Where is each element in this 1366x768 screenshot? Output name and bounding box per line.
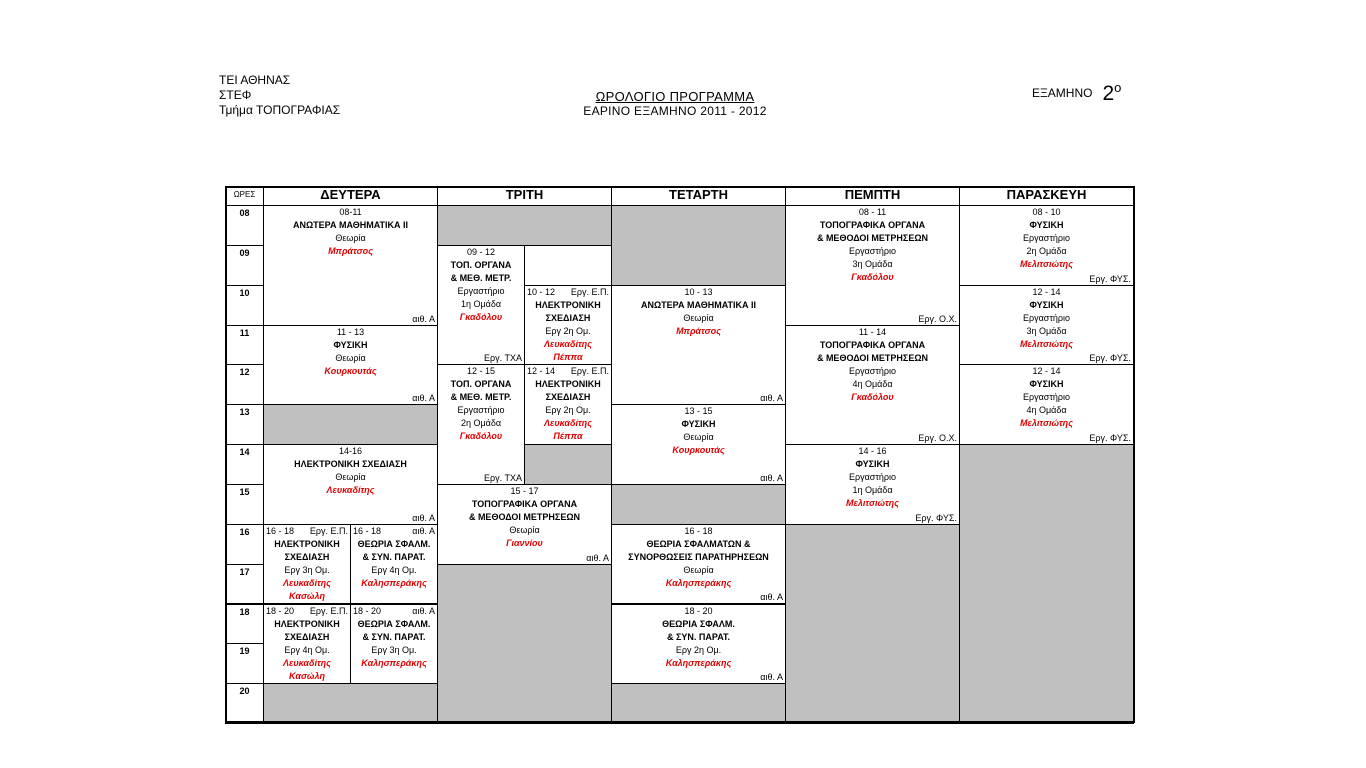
course-title: ΗΛΕΚΤΡΟΝΙΚΗ — [274, 618, 340, 629]
block-time: 18 - 20 — [266, 605, 295, 616]
room-label: Εργ. Ο.Χ. — [918, 313, 957, 324]
session-type: Εργ 3η Ομ. — [371, 644, 417, 655]
session-type: Θεωρία — [683, 312, 714, 323]
instructor-name: Καλησπεράκης — [665, 657, 732, 668]
hour-label: 16 — [225, 524, 264, 565]
instructor-name: Κασώλη — [289, 590, 325, 601]
session-type: Εργ 4η Ομ. — [371, 564, 417, 575]
block-time: 14 - 16 — [858, 446, 887, 457]
block-time: 14-16 — [338, 446, 363, 457]
class-block — [959, 364, 1134, 445]
instructor-name: Γκαδόλου — [459, 431, 503, 442]
instructor-name: Λευκαδίτης — [544, 338, 592, 349]
session-type: Εργαστήριο — [848, 365, 897, 376]
instructor-name: Καλησπεράκης — [361, 577, 427, 588]
course-title: & ΜΕΘ. ΜΕΤΡ. — [450, 392, 512, 403]
instructor-name: Λευκαδίτης — [544, 418, 592, 429]
class-block — [611, 404, 786, 485]
instructor-name: Καλησπεράκης — [665, 577, 732, 588]
block-time: 10 - 12 — [527, 286, 556, 297]
class-block — [524, 285, 612, 366]
empty-slot — [959, 444, 1134, 724]
block-time: 16 - 18 — [353, 525, 382, 536]
block-time: 12 - 15 — [466, 366, 496, 377]
instructor-name: Κουρκουτάς — [324, 365, 377, 376]
course-title: ΤΟΠΟΓΡΑΦΙΚΑ ΟΡΓΑΝΑ — [819, 220, 926, 230]
room-label: αιθ. Α — [586, 552, 609, 563]
empty-slot — [437, 564, 612, 724]
empty-slot — [524, 444, 612, 485]
semester-indicator — [1032, 80, 1122, 105]
block-time: 08-11 — [339, 207, 362, 217]
day-header: ΤΕΤΑΡΤΗ — [611, 186, 786, 206]
course-title: & ΣΥΝ. ΠΑΡΑΤ. — [667, 631, 730, 642]
course-title: ΘΕΩΡΙΑ ΣΦΑΛΜ. — [357, 618, 431, 629]
session-type: Θεωρία — [335, 233, 366, 243]
day-header: ΠΕΜΠΤΗ — [785, 186, 960, 206]
course-title: ΘΕΩΡΙΑ ΣΦΑΛΜ. — [357, 538, 431, 549]
course-title: ΗΛΕΚΤΡΟΝΙΚΗ — [274, 538, 340, 549]
course-title: ΤΟΠΟΓΡΑΦΙΚΑ ΟΡΓΑΝΑ — [819, 339, 926, 350]
course-title: & ΜΕΘΟΔΟΙ ΜΕΤΡΗΣΕΩΝ — [468, 511, 581, 522]
class-block — [959, 205, 1134, 286]
hour-label: 14 — [225, 444, 264, 485]
class-block — [611, 524, 786, 605]
course-title: ΦΥΣΙΚΗ — [1029, 220, 1064, 230]
class-block — [263, 524, 351, 605]
hour-label: 13 — [225, 404, 264, 445]
empty-slot — [611, 205, 786, 286]
block-room: αιθ. Α — [412, 605, 435, 616]
day-header: ΠΑΡΑΣΚΕΥΗ — [959, 186, 1134, 206]
timetable — [225, 186, 1135, 723]
session-type: Θεωρία — [335, 352, 366, 363]
session-type: Εργαστήριο — [848, 472, 897, 483]
block-time: 08 - 10 — [1032, 207, 1061, 217]
course-title: ΑΝΩΤΕΡΑ ΜΑΘΗΜΑΤΙΚΑ ΙΙ — [640, 299, 757, 310]
session-type: 3η Ομάδα — [1026, 325, 1067, 336]
block-header — [351, 605, 437, 618]
semester-number-value: 2 — [1102, 82, 1115, 105]
course-title: ΣΧΕΔΙΑΣΗ — [284, 631, 330, 642]
course-title: ΦΥΣΙΚΗ — [681, 419, 716, 430]
course-title: ΤΟΠ. ΟΡΓΑΝΑ — [450, 379, 512, 390]
hour-label: 20 — [225, 683, 264, 724]
block-room: Εργ. Ε.Π. — [570, 366, 609, 377]
course-title: ΣΧΕΔΙΑΣΗ — [545, 312, 591, 323]
block-header — [264, 525, 350, 538]
block-header — [351, 525, 437, 538]
hour-label: 17 — [225, 564, 264, 605]
block-time: 08 - 11 — [858, 207, 887, 217]
session-type: Θεωρία — [335, 472, 366, 483]
session-type: Εργ 2η Ομ. — [545, 325, 591, 336]
empty-slot — [611, 683, 786, 724]
course-title: ΦΥΣΙΚΗ — [1029, 379, 1064, 390]
class-block — [437, 245, 525, 366]
block-time: 15 - 17 — [510, 485, 539, 496]
session-type: 4η Ομάδα — [852, 378, 893, 389]
session-type: Εργαστήριο — [848, 246, 897, 256]
class-block — [263, 444, 438, 525]
hour-label: 08 — [225, 205, 264, 246]
instructor-name: Γκαδόλου — [851, 272, 894, 282]
block-room: Εργ. Ε.Π. — [309, 525, 348, 536]
class-block — [611, 604, 786, 685]
room-label: Εργ. ΤΧΑ — [484, 353, 522, 364]
block-header — [525, 365, 611, 378]
course-title: ΗΛΕΚΤΡΟΝΙΚΗ — [535, 379, 601, 390]
session-type: Εργ 4η Ομ. — [284, 644, 330, 655]
instructor-name: Μελιτσιώτης — [1020, 259, 1073, 269]
session-type: 2η Ομάδα — [460, 418, 502, 429]
instructor-name: Μελιτσιώτης — [1020, 338, 1073, 349]
instructor-name: Λευκαδίτης — [283, 657, 331, 668]
room-label: αιθ. Α — [760, 472, 783, 483]
course-title: & ΜΕΘΟΔΟΙ ΜΕΤΡΗΣΕΩΝ — [816, 233, 929, 243]
instructor-name: Μελιτσιώτης — [1020, 418, 1073, 429]
block-time: 12 - 14 — [1032, 366, 1061, 377]
instructor-name: Κουρκουτάς — [672, 445, 725, 456]
empty-slot — [263, 404, 438, 445]
block-time: 10 - 13 — [684, 286, 713, 297]
block-time: 16 - 18 — [266, 525, 295, 536]
institution-line: ΣΤΕΦ — [219, 88, 252, 102]
course-title: ΗΛΕΚΤΡΟΝΙΚΗ ΣΧΕΔΙΑΣΗ — [294, 459, 407, 470]
course-title: & ΣΥΝ. ΠΑΡΑΤ. — [362, 631, 426, 642]
course-title: ΤΟΠ. ΟΡΓΑΝΑ — [450, 259, 512, 270]
block-time: 16 - 18 — [684, 525, 713, 536]
empty-slot — [611, 484, 786, 525]
hour-label: 09 — [225, 245, 264, 286]
session-type: Εργαστήριο — [1022, 312, 1071, 323]
hour-label: 11 — [225, 325, 264, 366]
session-type: Εργαστήριο — [457, 285, 505, 296]
session-type: Εργαστήριο — [457, 405, 505, 416]
course-title: ΘΕΩΡΙΑ ΣΦΑΛΜ. — [662, 618, 735, 629]
instructor-name: Καλησπεράκης — [361, 657, 427, 668]
session-type: Εργαστήριο — [1022, 233, 1071, 243]
room-label: Εργ. ΤΧΑ — [484, 472, 522, 483]
room-label: Εργ. ΦΥΣ. — [1089, 433, 1131, 444]
instructor-name: Γιαννίου — [506, 537, 543, 548]
empty-slot — [785, 524, 960, 724]
hour-label: 15 — [225, 484, 264, 525]
block-header — [525, 286, 611, 299]
instructor-name: Γκαδόλου — [459, 311, 503, 322]
course-title: ΘΕΩΡΙΑ ΣΦΑΛΜΑΤΩΝ & — [646, 538, 751, 549]
empty-slot — [437, 205, 612, 246]
semester-number — [1102, 82, 1121, 105]
institution-line: ΤΕΙ ΑΘΗΝΑΣ — [219, 73, 291, 87]
room-label: αιθ. Α — [760, 592, 783, 603]
class-block — [263, 325, 438, 406]
course-title: ΣΧΕΔΙΑΣΗ — [284, 551, 330, 562]
institution-header — [219, 73, 340, 118]
course-title: & ΣΥΝ. ΠΑΡΑΤ. — [362, 551, 426, 562]
instructor-name: Μελιτσιώτης — [846, 498, 899, 509]
class-block — [785, 444, 960, 525]
room-label: αιθ. Α — [760, 393, 783, 404]
session-type: Θεωρία — [509, 524, 540, 535]
session-type: Θεωρία — [683, 564, 714, 575]
course-title: ΦΥΣΙΚΗ — [333, 339, 368, 350]
instructor-name: Γκαδόλου — [851, 391, 894, 402]
room-label: αιθ. Α — [412, 512, 435, 523]
course-title: ΦΥΣΙΚΗ — [1029, 299, 1064, 310]
course-title: ΣΥΝΟΡΘΩΣΕΙΣ ΠΑΡΑΤΗΡΗΣΕΩΝ — [628, 551, 769, 562]
hour-label: 10 — [225, 285, 264, 326]
course-title: & ΜΕΘ. ΜΕΤΡ. — [450, 272, 512, 283]
class-block — [350, 524, 438, 605]
course-title: ΣΧΕΔΙΑΣΗ — [545, 392, 591, 403]
class-block — [959, 285, 1134, 366]
block-time: 11 - 14 — [858, 326, 887, 337]
session-type: Θεωρία — [683, 432, 714, 443]
class-block — [611, 285, 786, 406]
semester-suffix: ο — [1114, 80, 1122, 95]
document-subtitle: ΕΑΡΙΝΟ ΕΞΑΜΗΝΟ 2011 - 2012 — [583, 104, 767, 118]
course-title: ΑΝΩΤΕΡΑ ΜΑΘΗΜΑΤΙΚΑ ΙΙ — [292, 220, 409, 230]
day-header: ΔΕΥΤΕΡΑ — [263, 186, 438, 206]
document-title: ΩΡΟΛΟΓΙΟ ΠΡΟΓΡΑΜΜΑ — [595, 89, 755, 104]
session-type: Εργ 2η Ομ. — [545, 405, 591, 416]
session-type: 2η Ομάδα — [1026, 246, 1067, 256]
semester-label: ΕΞΑΜΗΝΟ — [1032, 86, 1093, 100]
session-type: 3η Ομάδα — [852, 259, 893, 269]
instructor-name: Μπράτσος — [328, 246, 373, 256]
institution-line: Τμήμα ΤΟΠΟΓΡΑΦΙΑΣ — [219, 103, 341, 117]
room-label: Εργ. Ο.Χ. — [918, 433, 957, 444]
instructor-name: Κασώλη — [289, 670, 325, 681]
room-label: αιθ. Α — [760, 672, 783, 683]
session-type: 4η Ομάδα — [1026, 405, 1067, 416]
block-time: 12 - 14 — [1032, 286, 1061, 297]
class-block — [263, 604, 351, 685]
block-time: 18 - 20 — [353, 605, 382, 616]
session-type: Εργ 3η Ομ. — [284, 564, 330, 575]
instructor-name: Πέππα — [553, 431, 583, 442]
class-block — [437, 364, 525, 485]
course-title: ΗΛΕΚΤΡΟΝΙΚΗ — [535, 299, 601, 310]
class-block — [437, 484, 612, 565]
course-title: & ΜΕΘΟΔΟΙ ΜΕΤΡΗΣΕΩΝ — [816, 352, 929, 363]
session-type: 1η Ομάδα — [460, 298, 502, 309]
room-label: αιθ. Α — [412, 393, 435, 404]
block-room: αιθ. Α — [412, 525, 435, 536]
block-time: 12 - 14 — [527, 366, 556, 377]
instructor-name: Πέππα — [553, 351, 583, 362]
instructor-name: Λευκαδίτης — [283, 577, 331, 588]
block-time: 09 - 12 — [466, 246, 496, 257]
room-label: Εργ. ΦΥΣ. — [1089, 273, 1131, 284]
hour-label: 12 — [225, 364, 264, 405]
day-header: ΤΡΙΤΗ — [437, 186, 612, 206]
room-label: αιθ. Α — [412, 313, 435, 324]
course-title: ΦΥΣΙΚΗ — [855, 459, 890, 470]
room-label: Εργ. ΦΥΣ. — [1089, 353, 1131, 364]
document-title-block — [540, 89, 810, 119]
room-label: Εργ. ΦΥΣ. — [915, 512, 957, 523]
course-title: ΤΟΠΟΓΡΑΦΙΚΑ ΟΡΓΑΝΑ — [471, 498, 578, 509]
instructor-name: Λευκαδίτης — [326, 485, 375, 496]
block-time: 18 - 20 — [684, 605, 713, 616]
block-header — [264, 605, 350, 618]
block-time: 11 - 13 — [336, 326, 365, 337]
hours-header: ΩΡΕΣ — [225, 186, 264, 206]
session-type: Εργ 2η Ομ. — [675, 644, 722, 655]
class-block — [785, 205, 960, 326]
empty-slot — [263, 683, 438, 724]
class-block — [350, 604, 438, 685]
session-type: Εργαστήριο — [1022, 392, 1071, 403]
class-block — [263, 205, 438, 326]
hour-label: 18 — [225, 604, 264, 645]
class-block — [524, 364, 612, 445]
hour-label: 19 — [225, 643, 264, 684]
block-time: 13 - 15 — [684, 406, 713, 417]
session-type: 1η Ομάδα — [852, 485, 893, 496]
instructor-name: Μπράτσος — [676, 325, 721, 336]
block-room: Εργ. Ε.Π. — [309, 605, 348, 616]
block-room: Εργ. Ε.Π. — [570, 286, 609, 297]
class-block — [785, 325, 960, 446]
